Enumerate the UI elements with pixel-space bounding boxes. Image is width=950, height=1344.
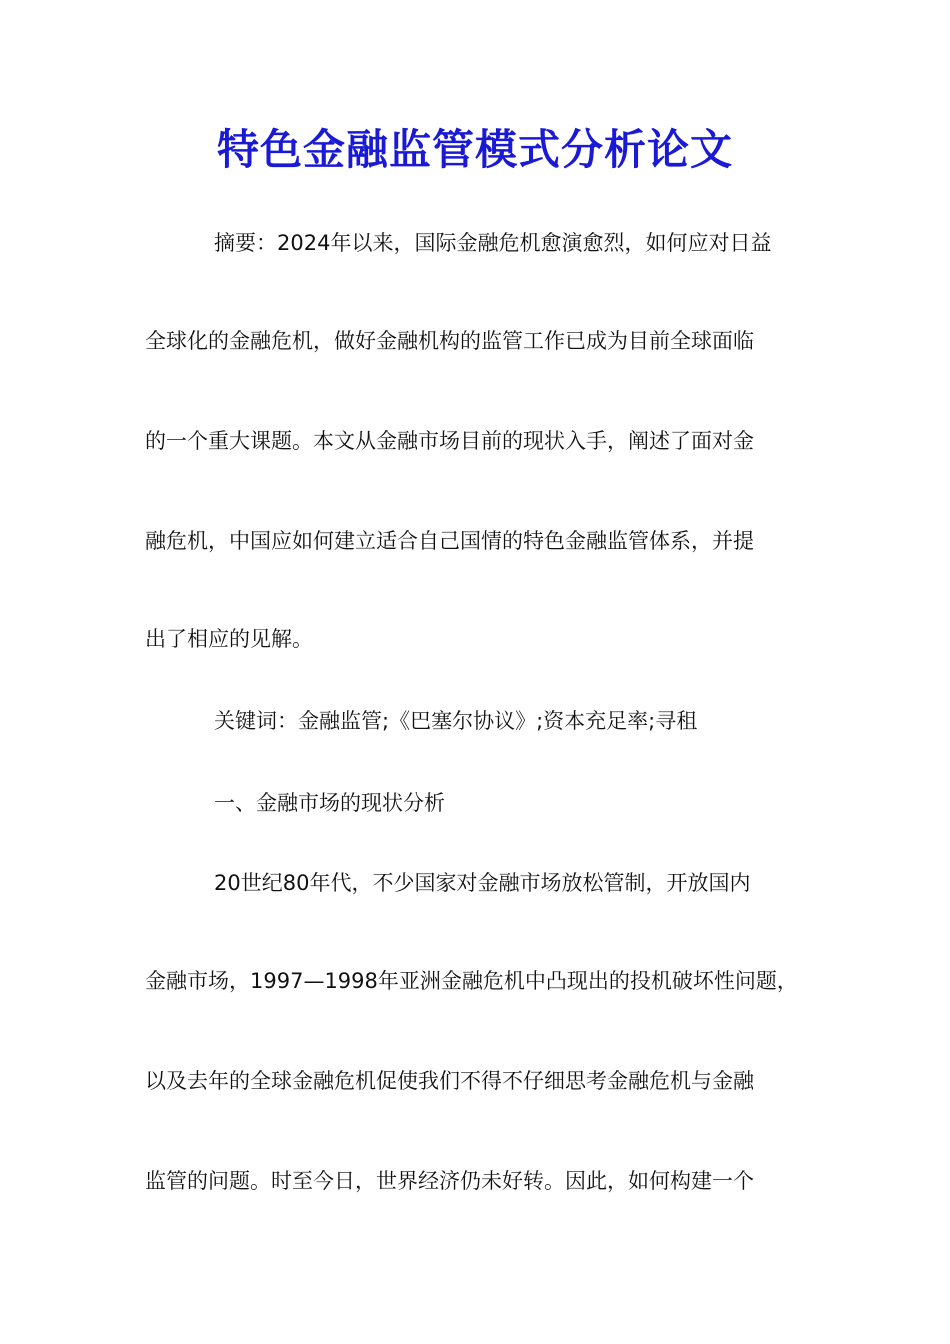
- body-line-1: 20世纪80年代，不少国家对金融市场放松管制，开放国内: [214, 871, 751, 895]
- body-line-3: 以及去年的全球金融危机促使我们不得不仔细思考金融危机与金融: [145, 1069, 754, 1093]
- body-line-4: 监管的问题。时至今日，世界经济仍未好转。因此，如何构建一个: [145, 1169, 754, 1193]
- abstract-line-2: 全球化的金融危机，做好金融机构的监管工作已成为目前全球面临: [145, 329, 754, 353]
- abstract-line-3: 的一个重大课题。本文从金融市场目前的现状入手，阐述了面对金: [145, 429, 754, 453]
- section-heading: 一、金融市场的现状分析: [214, 791, 445, 815]
- document-title: 特色金融监管模式分析论文: [216, 125, 733, 174]
- abstract-line-4: 融危机，中国应如何建立适合自己国情的特色金融监管体系，并提: [145, 529, 754, 553]
- abstract-line-5: 出了相应的见解。: [145, 627, 313, 651]
- keywords-line: 关键词：金融监管;《巴塞尔协议》;资本充足率;寻租: [214, 709, 698, 733]
- body-line-2: 金融市场，1997—1998年亚洲金融危机中凸现出的投机破坏性问题，: [145, 969, 798, 993]
- abstract-line-1: 摘要：2024年以来，国际金融危机愈演愈烈，如何应对日益: [214, 231, 772, 255]
